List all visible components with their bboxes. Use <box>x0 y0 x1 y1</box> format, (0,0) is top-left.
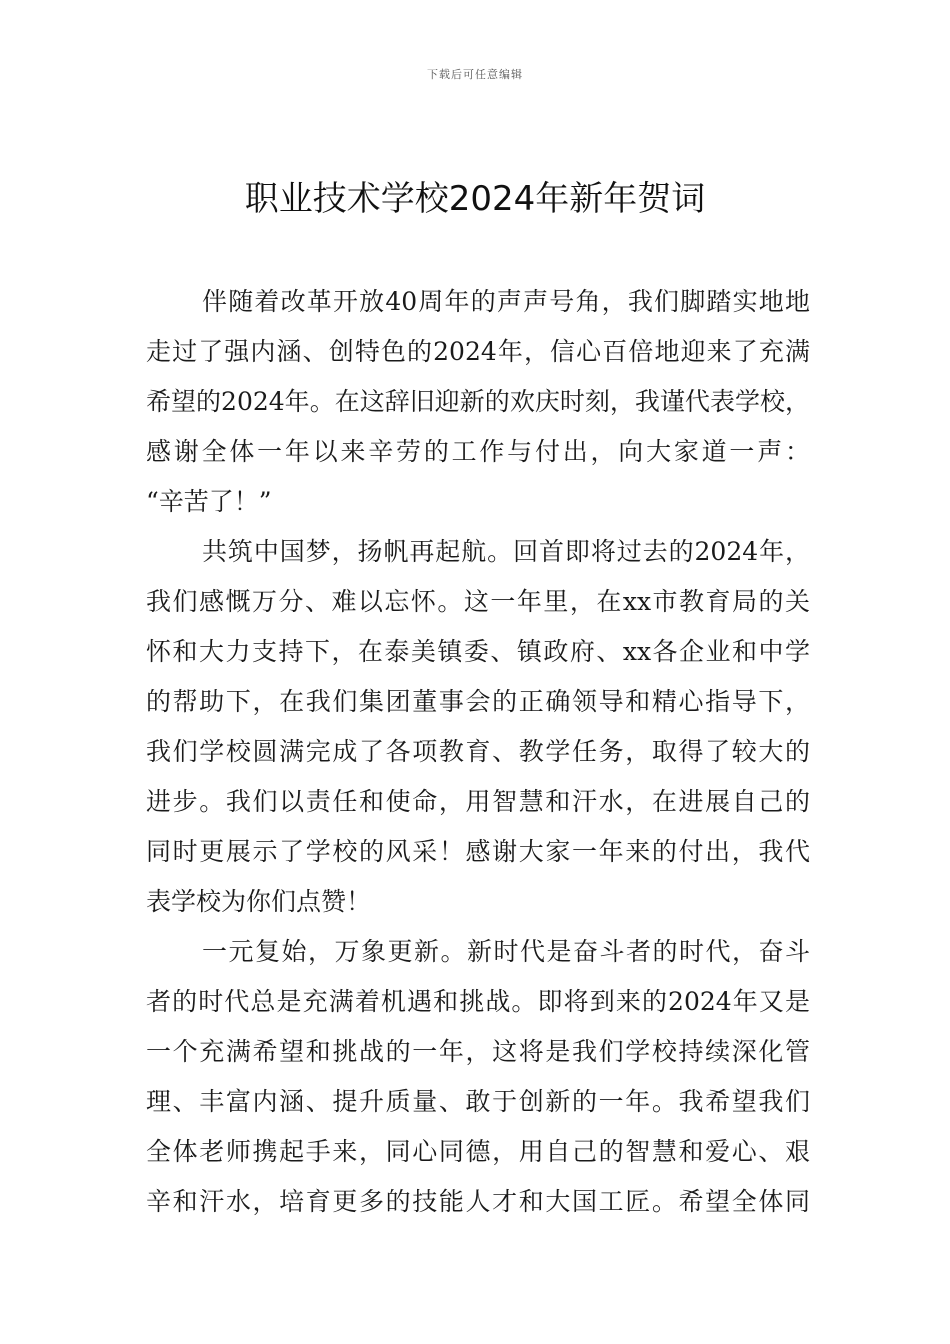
paragraph-1-line-2: 走过了强内涵、创特色的2024年，信心百倍地迎来了充满 <box>146 337 810 366</box>
paragraph-2-line-4: 的帮助下，在我们集团董事会的正确领导和精心指导下， <box>146 687 810 716</box>
paragraph-2-line-2: 我们感慨万分、难以忘怀。这一年里，在xx市教育局的关 <box>146 587 810 616</box>
paragraph-1-line-4: 感谢全体一年以来辛劳的工作与付出，向大家道一声： <box>146 437 810 466</box>
paragraph-1-line-3: 希望的2024年。在这辞旧迎新的欢庆时刻，我谨代表学校， <box>146 387 810 416</box>
paragraph-2-line-7: 同时更展示了学校的风采！感谢大家一年来的付出，我代 <box>146 837 810 866</box>
header-note: 下载后可任意编辑 <box>427 68 523 81</box>
paragraph-3-line-3: 一个充满希望和挑战的一年，这将是我们学校持续深化管 <box>146 1037 810 1066</box>
paragraph-3-line-6: 辛和汗水，培育更多的技能人才和大国工匠。希望全体同 <box>146 1187 810 1216</box>
paragraph-2-line-8: 表学校为你们点赞！ <box>146 887 372 916</box>
paragraph-2-line-6: 进步。我们以责任和使命，用智慧和汗水，在进展自己的 <box>146 787 810 816</box>
document-title: 职业技术学校2024年新年贺词 <box>244 179 706 219</box>
paragraph-3-line-1: 一元复始，万象更新。新时代是奋斗者的时代，奋斗 <box>202 937 810 966</box>
paragraph-3-line-2: 者的时代总是充满着机遇和挑战。即将到来的2024年又是 <box>146 987 810 1016</box>
paragraph-3-line-5: 全体老师携起手来，同心同德，用自己的智慧和爱心、艰 <box>146 1137 810 1166</box>
document-body <box>146 277 810 1227</box>
paragraph-2-line-3: 怀和大力支持下，在泰美镇委、镇政府、xx各企业和中学 <box>146 637 810 666</box>
paragraph-1-line-1: 伴随着改革开放40周年的声声号角，我们脚踏实地地 <box>202 287 810 316</box>
paragraph-2-line-5: 我们学校圆满完成了各项教育、教学任务，取得了较大的 <box>146 737 810 766</box>
paragraph-2-line-1: 共筑中国梦，扬帆再起航。回首即将过去的2024年， <box>202 537 810 566</box>
paragraph-1-line-5: “辛苦了！” <box>146 487 272 516</box>
paragraph-3-line-4: 理、丰富内涵、提升质量、敢于创新的一年。我希望我们 <box>146 1087 810 1116</box>
